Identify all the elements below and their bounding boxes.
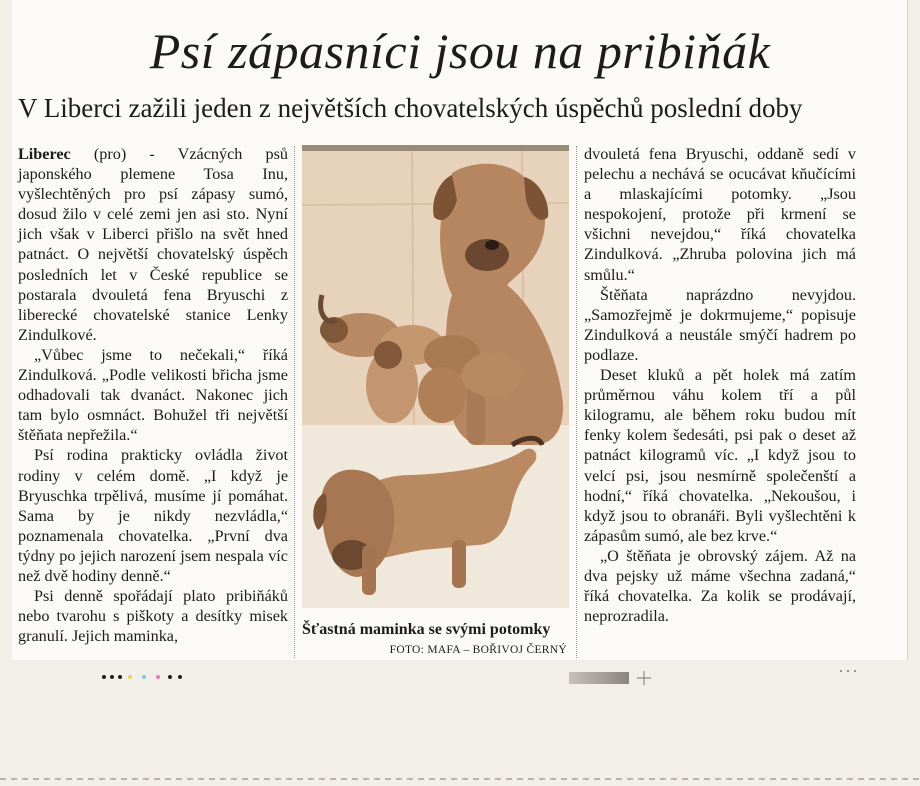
grey-scale-bar — [569, 672, 629, 684]
caption-text: Šťastná maminka se svými potomky — [302, 621, 551, 638]
photo-caption — [302, 620, 569, 656]
crosshair-mark — [636, 670, 652, 686]
color-registration-dots — [100, 672, 190, 682]
puppies-illustration — [302, 145, 569, 608]
article-paragraph: Psi denně spořádají plato pribiňáků nebo tvarohu s piškoty a desítky misek granulí. Jejich maminka, — [18, 587, 288, 646]
article-paragraph — [18, 144, 288, 345]
dateline: Liberec — [18, 145, 71, 163]
article-paragraph: Deset kluků a pět holek má zatím průměrnou váhu kolem tří a půl kilogramu, ale během roku budou mít fenky kolem šedesáti, psi pak o deset až patnáct kilogramů víc. „I když jsou to velcí psi, jsou nesmírně společenští a hodní,“ říká chovatelka. „Nekoušou, i když jsou to obranáři. Byli vyšlechtěni k zápasům sumó, ale bez krve.“ — [584, 366, 856, 545]
article-paragraph: dvouletá fena Bryuschi, oddaně sedí v pelechu a nechává se ocucávat kňučícími a mlaskajícími potomky. „Jsou nespokojení, protože při krmení se všichni nevejdou,“ říká chovatelka Zindulková. „Zhruba polovina jich má smůlu.“ — [584, 145, 856, 284]
article-paragraph: „O štěňata je obrovský zájem. Až na dva pejsky už máme všechna zadaná,“ říká chovatelka. Za kolik se prodávají, neprozradila. — [584, 546, 856, 626]
article-headline: Psí zápasníci jsou na pribiňák — [149, 23, 771, 79]
article-subheadline: V Liberci zažili jeden z největších chovatelských úspěchů poslední doby — [18, 93, 803, 123]
paragraph-text: (pro) - Vzácných psů japonského plemene Tosa Inu, vyšlechtěných pro psí zápasy sumó, dosud žilo v celé zemi jen asi sto. Nyní jich však v Liberci přišlo na svět hned patnáct. O největší chovatelský úspěch posledních let v České republice se postarala dvouletá fena Bryuschi z liberecké chovatelské stanice Lenky Zindulkové. — [18, 145, 288, 344]
article-paragraph: Psí rodina prakticky ovládla život rodiny v celém domě. „I když je Bryuschka trpělivá, musíme jí pomáhat. Sama by je nikdy nezvládla,“ poznamenala chovatelka. „První dva týdny po jejich narození jsem nespala víc než dvě hodiny denně.“ — [18, 446, 288, 585]
photo-credit: FOTO: MAFA – BOŘIVOJ ČERNÝ — [389, 644, 567, 656]
page-edge-ticks — [0, 778, 920, 780]
article-column-left — [18, 144, 288, 646]
article-paragraph: „Vůbec jsme to nečekali,“ říká Zindulková. „Podle velikosti břicha jsme odhadovali tak dvanáct. Nakonec jich tam bylo osmnáct. Bohužel tři největší štěňata nepřežila.“ — [18, 345, 288, 445]
dot-mark — [838, 668, 858, 674]
column-divider — [576, 146, 577, 658]
article-paragraph: Štěňata naprázdno nevyjdou. „Samozřejmě je dokrmujeme,“ popisuje Zindulková a neustále smýčí hadrem po podlaze. — [584, 285, 856, 364]
column-divider — [294, 146, 295, 658]
dog-family-photo — [302, 145, 569, 608]
article-column-right — [584, 144, 856, 626]
